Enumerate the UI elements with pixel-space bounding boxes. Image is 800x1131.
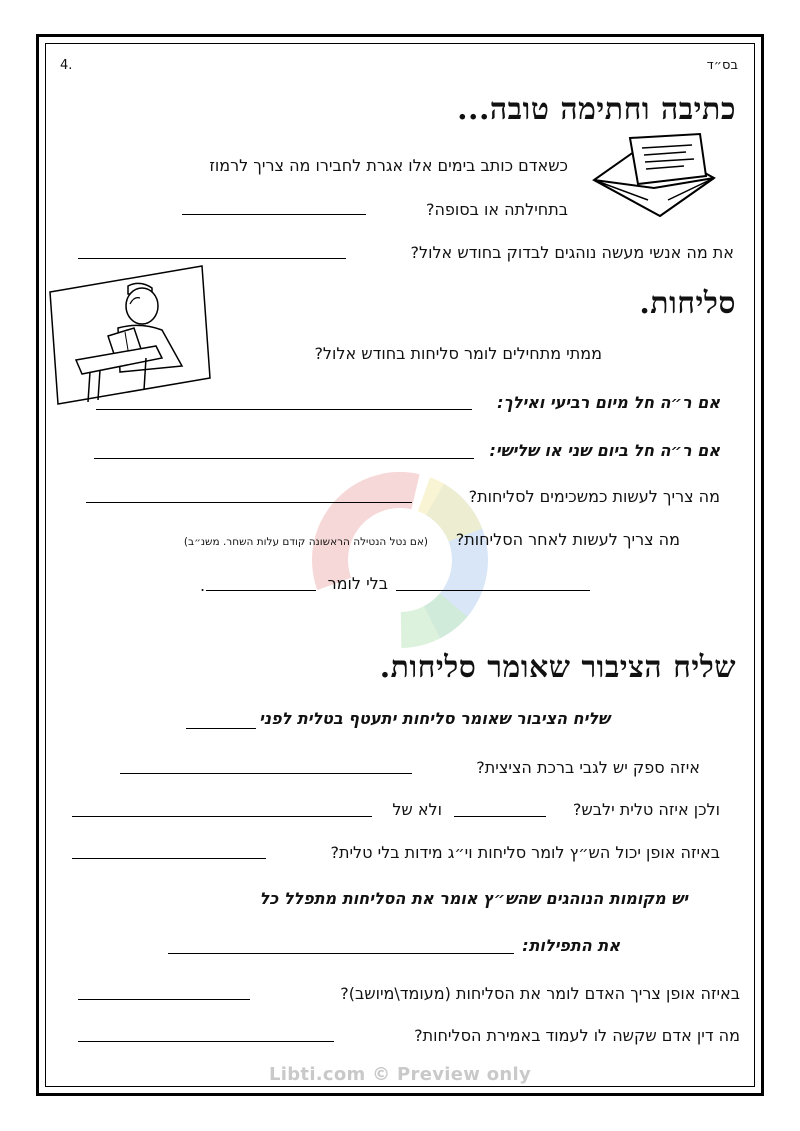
s3-q6-answer-line[interactable] <box>78 999 250 1000</box>
s2-q1: ממתי מתחילים לומר סליחות בחודש אלול? <box>314 344 602 363</box>
s2-q3: מה צריך לעשות לאחר הסליחות? <box>455 530 680 549</box>
s3-q7: מה דין אדם שקשה לו לעמוד באמירת הסליחות? <box>414 1026 740 1045</box>
s2-q1a-label: אם ר״ה חל מיום רביעי ואילך: <box>497 393 720 412</box>
s1-q2-answer-line[interactable] <box>78 258 346 259</box>
s2-q3-fill-label: בלי לומר <box>327 574 388 593</box>
s2-q2: מה צריך לעשות כמשכימים לסליחות? <box>468 487 720 506</box>
envelope-letter-icon <box>588 128 720 222</box>
s2-q1a-answer-line[interactable] <box>96 409 472 410</box>
s1-q1-answer-line[interactable] <box>182 214 366 215</box>
s3-q2: איזה ספק יש לגבי ברכת הציצית? <box>476 758 700 777</box>
s1-q1-line2: בתחילתה או בסופה? <box>425 200 568 219</box>
s2-q1b-label: אם ר״ה חל ביום שני או שלישי: <box>489 441 720 460</box>
s3-q3-answer-line-1[interactable] <box>454 816 546 817</box>
s3-q4-answer-line[interactable] <box>72 858 266 859</box>
s3-q5-answer-line[interactable] <box>168 953 514 954</box>
boy-praying-illustration <box>46 262 214 408</box>
section3-title: שליח הציבור שאומר סליחות. <box>379 650 736 685</box>
page-number: 4. <box>60 58 73 73</box>
s1-q2: את מה אנשי מעשה נוהגים לבדוק בחודש אלול? <box>410 243 734 262</box>
s3-q4: באיזה אופן יכול הש״ץ לומר סליחות וי״ג מידות בלי טלית? <box>330 843 720 862</box>
s2-q3-period: . <box>200 576 206 595</box>
s3-q3-part1: ולכן איזה טלית ילבש? <box>572 800 720 819</box>
s3-q5-line2: את התפילות: <box>522 936 620 955</box>
bsd-header: בס״ד <box>706 58 738 73</box>
s3-q5-line1: יש מקומות הנוהגים שהש״ץ אומר את הסליחות מתפלל כל <box>259 889 688 908</box>
s3-q3-part2: ולא של <box>392 800 442 819</box>
s1-q1-line1: כשאדם כותב בימים אלו אגרת לחבירו מה צריך לרמוז <box>209 156 568 175</box>
s3-q1: שליח הציבור שאומר סליחות יתעטף בטלית לפני <box>259 709 610 728</box>
s3-q7-answer-line[interactable] <box>78 1041 334 1042</box>
s3-q2-answer-line[interactable] <box>120 773 412 774</box>
s2-q2-answer-line[interactable] <box>86 502 412 503</box>
preview-watermark-text: Libti.com © Preview only <box>268 1064 532 1085</box>
s3-q6: באיזה אופן צריך האדם לומר את הסליחות (מעומד\מיושב)? <box>340 984 740 1003</box>
s2-q3-answer-line-2[interactable] <box>206 590 316 591</box>
s3-q1-answer-line[interactable] <box>186 728 256 729</box>
s2-q3-answer-line-1[interactable] <box>396 590 590 591</box>
s2-q1b-answer-line[interactable] <box>94 458 474 459</box>
section2-title: סליחות. <box>639 286 736 321</box>
section1-title: כתיבה וחתימה טובה... <box>457 92 736 127</box>
s3-q3-answer-line-2[interactable] <box>72 816 372 817</box>
s2-q3-note: (אם נטל הנטילה הראשונה קודם עלות השחר. משנ״ב) <box>183 536 428 548</box>
